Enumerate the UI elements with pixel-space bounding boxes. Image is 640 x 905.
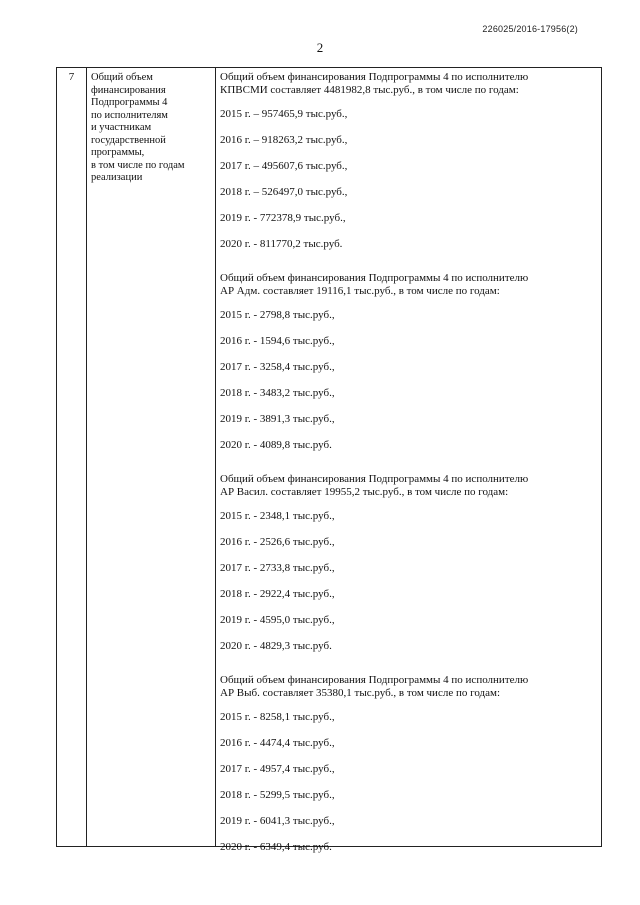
year-amount-line: 2018 г. - 2922,4 тыс.руб., — [220, 588, 335, 600]
financing-content — [220, 71, 598, 867]
block-header — [220, 71, 598, 97]
funding-block-ar-vyb — [220, 674, 598, 867]
row-label-line: и участникам — [91, 122, 152, 133]
block-header-line: Общий объем финансирования Подпрограммы 4 по исполнителю — [220, 71, 529, 83]
year-amount-line: 2018 г. – 526497,0 тыс.руб., — [220, 186, 348, 198]
year-amount-line: 2018 г. - 3483,2 тыс.руб., — [220, 387, 335, 399]
block-header — [220, 674, 598, 700]
page-number: 2 — [316, 40, 324, 55]
funding-block-ar-vasil — [220, 473, 598, 666]
block-header-line: АР Выб. составляет 35380,1 тыс.руб., в том числе по годам: — [220, 687, 501, 699]
row-label-line: Общий объем — [91, 72, 153, 83]
block-header — [220, 473, 598, 499]
year-amount-line: 2017 г. - 4957,4 тыс.руб., — [220, 763, 335, 775]
block-header — [220, 272, 598, 298]
document-code: 226025/2016-17956(2) — [482, 24, 578, 34]
year-amount-line: 2020 г. - 4089,8 тыс.руб. — [220, 439, 332, 451]
year-amount-line: 2015 г. - 2348,1 тыс.руб., — [220, 510, 335, 522]
funding-block-ar-adm — [220, 272, 598, 465]
row-label-line: в том числе по годам — [91, 159, 185, 171]
year-amount-line: 2017 г. - 2733,8 тыс.руб., — [220, 562, 335, 574]
row-label-line: государственной — [91, 134, 166, 146]
year-amount-line: 2020 г. - 4829,3 тыс.руб. — [220, 640, 332, 652]
funding-block-kpvsmi — [220, 71, 598, 264]
year-amount-line: 2019 г. - 772378,9 тыс.руб., — [220, 212, 346, 224]
year-amount-line: 2019 г. - 4595,0 тыс.руб., — [220, 614, 335, 626]
row-label-line: финансирования — [91, 84, 166, 96]
block-header-line: Общий объем финансирования Подпрограммы 4 по исполнителю — [220, 272, 529, 284]
year-amount-line: 2017 г. - 3258,4 тыс.руб., — [220, 361, 335, 373]
block-header-line: Общий объем финансирования Подпрограммы 4 по исполнителю — [220, 674, 529, 686]
year-amount-line: 2020 г. - 811770,2 тыс.руб. — [220, 238, 343, 250]
row-label-line: программы, — [91, 147, 145, 158]
row-label-line: реализации — [91, 172, 143, 183]
column-divider — [215, 68, 216, 846]
year-amount-line: 2016 г. - 4474,4 тыс.руб., — [220, 737, 335, 749]
year-amount-line: 2016 г. - 1594,6 тыс.руб., — [220, 335, 335, 347]
block-header-line: АР Адм. составляет 19116,1 тыс.руб., в том числе по годам: — [220, 285, 500, 297]
block-header-line: КПВСМИ составляет 4481982,8 тыс.руб., в том числе по годам: — [220, 84, 519, 96]
block-header-line: Общий объем финансирования Подпрограммы 4 по исполнителю — [220, 473, 529, 485]
financing-table — [56, 67, 602, 853]
row-label-line: по исполнителям — [91, 109, 168, 121]
year-amount-line: 2017 г. – 495607,6 тыс.руб., — [220, 160, 348, 172]
year-amount-line: 2015 г. - 2798,8 тыс.руб., — [220, 309, 335, 321]
row-number: 7 — [68, 71, 75, 83]
row-label — [91, 72, 213, 185]
column-divider — [86, 68, 87, 846]
year-amount-line: 2019 г. - 6041,3 тыс.руб., — [220, 815, 335, 827]
year-amount-line: 2016 г. – 918263,2 тыс.руб., — [220, 134, 348, 146]
row-label-line: Подпрограммы 4 — [91, 97, 168, 108]
year-amount-line: 2015 г. – 957465,9 тыс.руб., — [220, 108, 348, 120]
block-header-line: АР Васил. составляет 19955,2 тыс.руб., в том числе по годам: — [220, 486, 509, 498]
year-amount-line: 2020 г. - 6349,4 тыс.руб. — [220, 841, 332, 853]
year-amount-line: 2019 г. - 3891,3 тыс.руб., — [220, 413, 335, 425]
year-amount-line: 2016 г. - 2526,6 тыс.руб., — [220, 536, 335, 548]
year-amount-line: 2018 г. - 5299,5 тыс.руб., — [220, 789, 335, 801]
year-amount-line: 2015 г. - 8258,1 тыс.руб., — [220, 711, 335, 723]
